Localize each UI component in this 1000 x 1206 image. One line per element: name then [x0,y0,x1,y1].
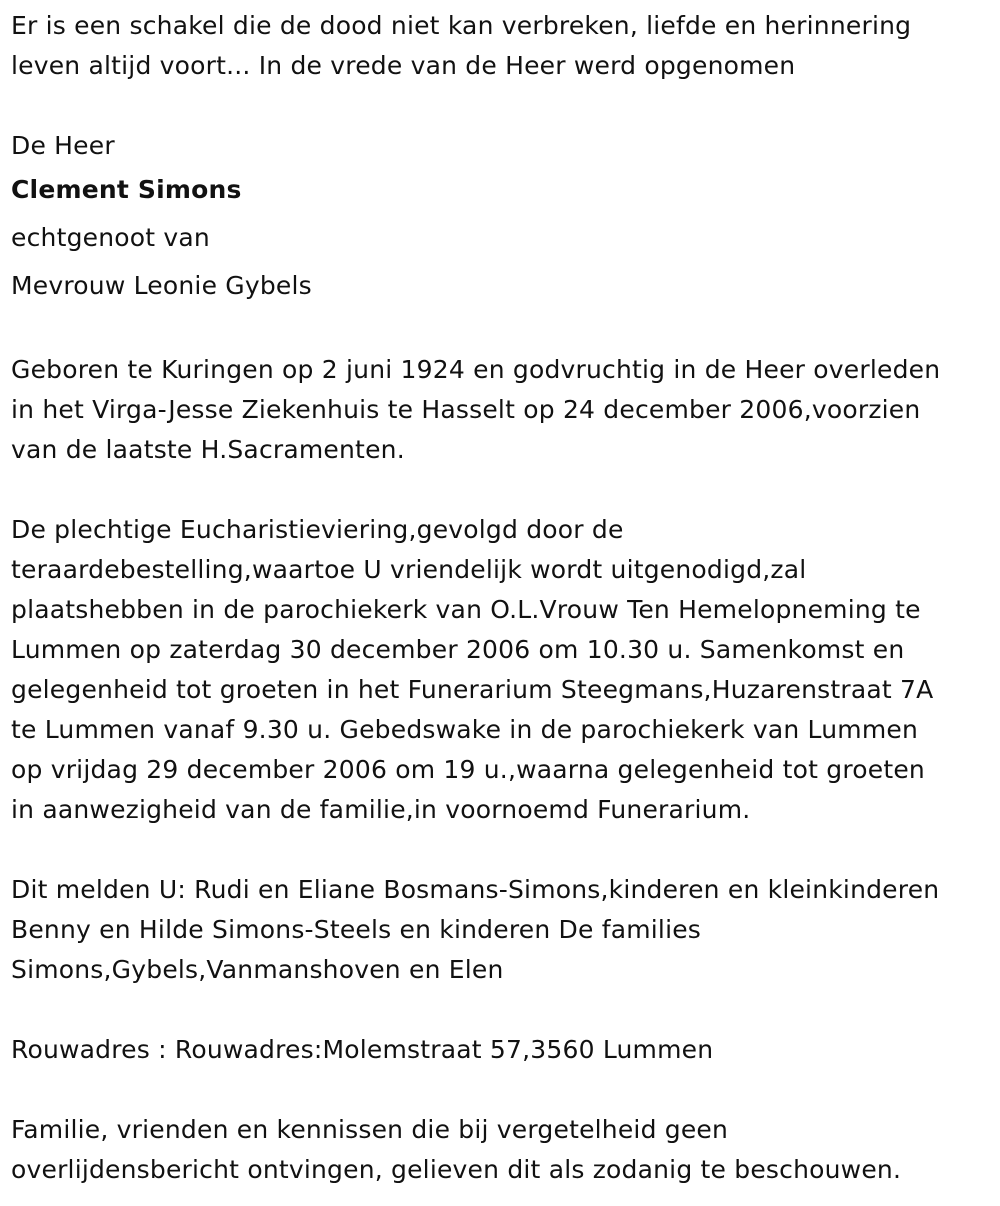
closing-paragraph: Familie, vrienden en kennissen die bij vergetelheid geen overlijdensbericht ontvingen, gelieven dit als zodanig te beschouwen. [11,1115,902,1184]
spouse-name: Mevrouw Leonie Gybels [11,271,312,300]
ceremony-paragraph: De plechtige Eucharistieviering,gevolgd door de teraardebestelling,waartoe U vriendelijk wordt uitgenodigd,zal plaatshebben in de parochiekerk van O.L.Vrouw Ten Hemelopneming te Lummen op zaterdag 30 december 2006 om 10.30 u. Samenkomst en gelegenheid tot groeten in het Funerarium Steegmans,Huzarenstraat 7A te Lummen vanaf 9.30 u. Gebedswake in de parochiekerk van Lummen op vrijdag 29 december 2006 om 19 u.,waarna gelegenheid tot groeten in aanwezigheid van de familie,in voornoemd Funerarium. [11,515,934,824]
birth-death-paragraph: Geboren te Kuringen op 2 juni 1924 en godvruchtig in de Heer overleden in het Virga-Jesse Ziekenhuis te Hasselt op 24 december 2006,voorzien van de laatste H.Sacramenten. [11,355,941,464]
address-line: Rouwadres : Rouwadres:Molemstraat 57,3560 Lummen [11,1035,714,1064]
obituary-text [11,6,991,1190]
relation-label: echtgenoot van [11,223,210,252]
announced-by-paragraph: Dit melden U: Rudi en Eliane Bosmans-Simons,kinderen en kleinkinderen Benny en Hilde Simons-Steels en kinderen De families Simons,Gybels,Vanmanshoven en Elen [11,875,940,984]
intro-paragraph: Er is een schakel die de dood niet kan verbreken, liefde en herinnering leven altijd voort... In de vrede van de Heer werd opgenomen [11,11,912,80]
spacer [11,86,991,126]
deceased-name: Clement Simons [11,175,242,204]
spacer [11,470,991,510]
salutation: De Heer [11,131,115,160]
spacer [11,830,991,870]
spacer [11,1070,991,1110]
spacer [11,990,991,1030]
spacer [11,310,991,350]
